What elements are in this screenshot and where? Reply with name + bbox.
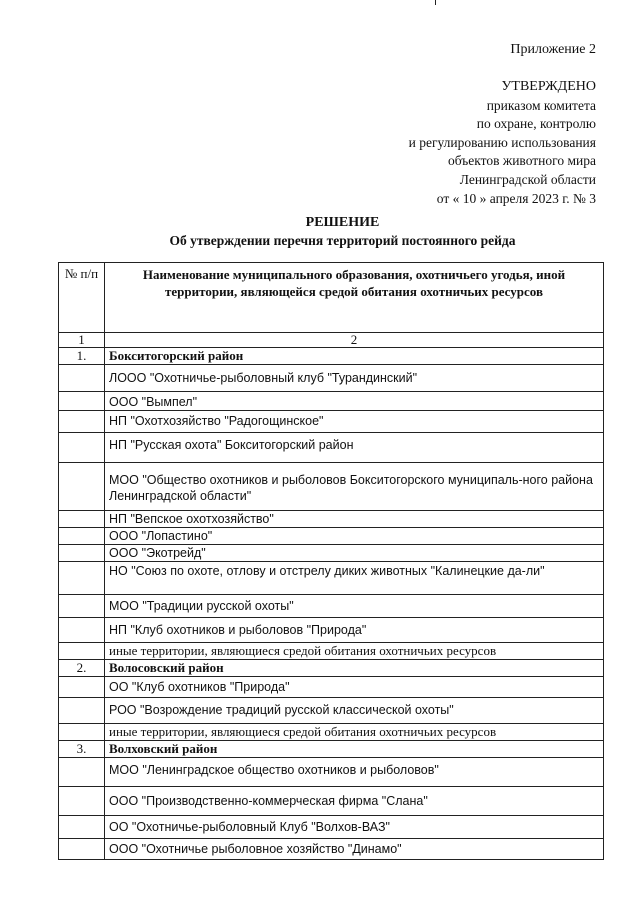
table-row [59,698,604,724]
empty-num-cell [59,618,105,643]
district-row [59,348,604,365]
entry-name: МОО "Традиции русской охоты" [105,595,604,618]
entry-name: НП "Охотхозяйство "Радогощинское" [105,411,604,433]
entry-name: НП "Вепское охотхозяйство" [105,511,604,528]
approval-line: от « 10 » апреля 2023 г. № 3 [436,190,596,206]
district-num: 3. [59,741,105,758]
approval-heading: УТВЕРЖДЕНО [501,79,596,94]
empty-num-cell [59,392,105,411]
column-number-1: 1 [59,333,105,348]
document-subtitle: Об утверждении перечня территорий постоянного рейда [169,233,516,248]
district-row [59,741,604,758]
table-row [59,839,604,860]
empty-num-cell [59,816,105,839]
empty-num-cell [59,698,105,724]
entry-name: РОО "Возрождение традиций русской классической охоты" [105,698,604,724]
approval-line: объектов животного мира [448,153,596,169]
table-row [59,758,604,787]
table-row [59,595,604,618]
entry-name: ООО "Лопастино" [105,528,604,545]
entry-name: ООО "Экотрейд" [105,545,604,562]
district-num: 1. [59,348,105,365]
appendix-label: Приложение 2 [510,42,596,57]
entry-name: ООО "Охотничье рыболовное хозяйство "Динамо" [105,839,604,860]
table-row [59,511,604,528]
territory-table [58,262,604,860]
column-number-2: 2 [105,333,604,348]
table-row [59,545,604,562]
approval-line: приказом комитета [486,97,596,113]
approval-line: по охране, контролю [476,116,596,132]
empty-num-cell [59,411,105,433]
entry-name: МОО "Общество охотников и рыболовов Бокситогорского муниципаль-ного района Ленинградской области" [105,463,604,511]
table-row [59,365,604,392]
approval-line: Ленинградской области [459,171,596,187]
table-row [59,677,604,698]
table-row [59,528,604,545]
empty-num-cell [59,365,105,392]
table-row [59,618,604,643]
empty-num-cell [59,595,105,618]
page-edge-mark [435,0,436,5]
table-row [59,392,604,411]
district-name: Бокситогорский район [105,348,604,365]
entry-name: ОО "Охотничье-рыболовный Клуб "Волхов-ВАЗ" [105,816,604,839]
table-row [59,411,604,433]
approval-block [409,78,596,208]
district-num: 2. [59,660,105,677]
entry-name: ЛООО "Охотничье-рыболовный клуб "Турандинский" [105,365,604,392]
entry-name: МОО "Ленинградское общество охотников и рыболовов" [105,758,604,787]
empty-num-cell [59,787,105,816]
header-name-cell: Наименование муниципального образования, охотничьего угодья, иной территории, являющейся средой обитания охотничьих ресурсов [105,263,604,333]
header-num-cell: № п/п [59,263,105,333]
empty-num-cell [59,643,105,660]
district-name: Волосовский район [105,660,604,677]
table-row [59,724,604,741]
empty-num-cell [59,562,105,595]
empty-num-cell [59,839,105,860]
table-row [59,562,604,595]
document-title: РЕШЕНИЕ [305,215,380,230]
entry-name: НО "Союз по охоте, отлову и отстрелу диких животных "Калинецкие да-ли" [105,562,604,595]
empty-num-cell [59,463,105,511]
empty-num-cell [59,528,105,545]
table-row [59,463,604,511]
empty-num-cell [59,545,105,562]
entry-name: ОО "Клуб охотников "Природа" [105,677,604,698]
approval-line: и регулированию использования [408,134,596,150]
table-row [59,787,604,816]
entry-name: иные территории, являющиеся средой обитания охотничьих ресурсов [105,643,604,660]
empty-num-cell [59,677,105,698]
column-number-row [59,333,604,348]
table-row [59,433,604,463]
table-row [59,816,604,839]
entry-name: НП "Клуб охотников и рыболовов "Природа" [105,618,604,643]
district-row [59,660,604,677]
table-header-row [59,263,604,333]
entry-name: НП "Русская охота" Бокситогорский район [105,433,604,463]
empty-num-cell [59,724,105,741]
empty-num-cell [59,511,105,528]
empty-num-cell [59,758,105,787]
entry-name: иные территории, являющиеся средой обитания охотничьих ресурсов [105,724,604,741]
entry-name: ООО "Вымпел" [105,392,604,411]
table-row [59,643,604,660]
district-name: Волховский район [105,741,604,758]
entry-name: ООО "Производственно-коммерческая фирма "Слана" [105,787,604,816]
empty-num-cell [59,433,105,463]
